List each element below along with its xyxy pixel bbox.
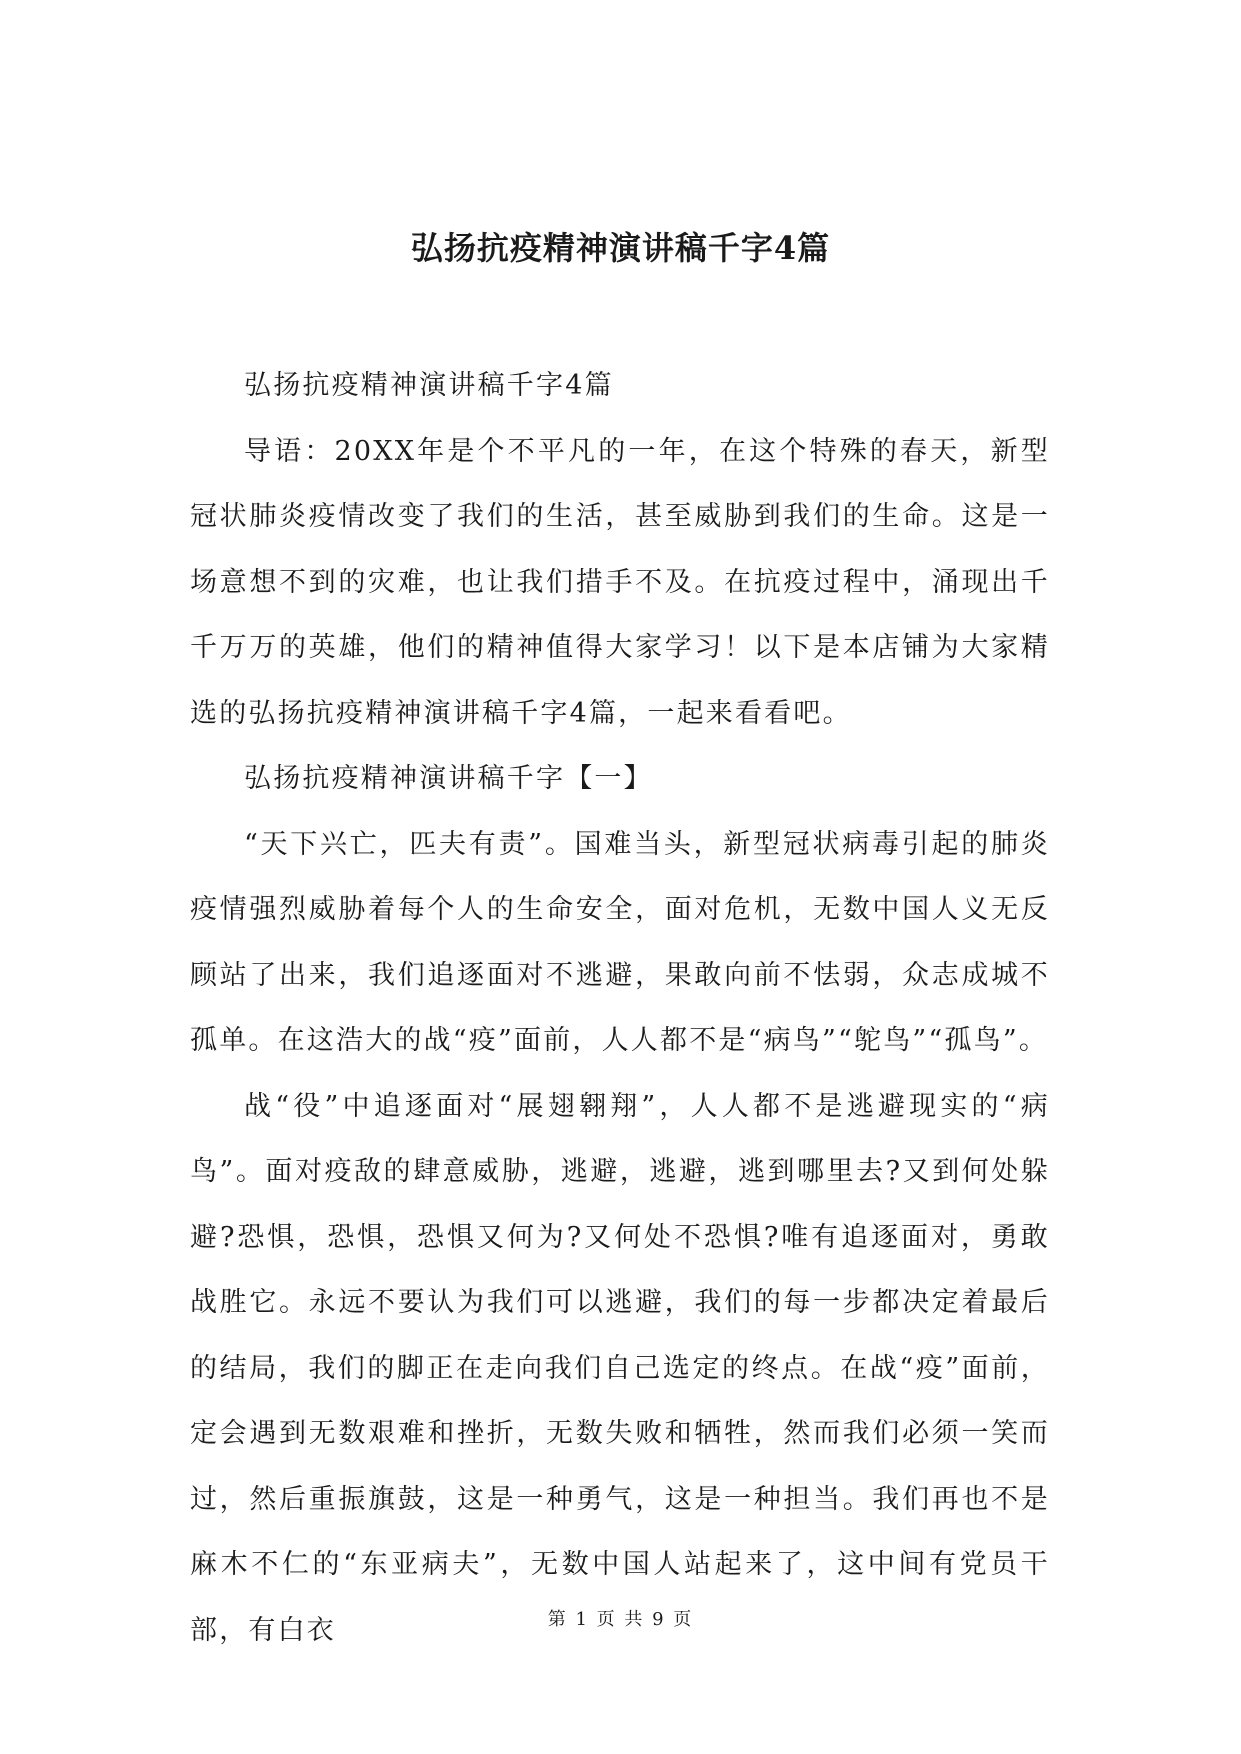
paragraph-body-2: 战“役”中追逐面对“展翅翱翔”，人人都不是逃避现实的“病鸟”。面对疫敌的肆意威胁，逃避，逃避，逃到哪里去?又到何处躲避?恐惧，恐惧，恐惧又何为?又何处不恐惧?唯有追逐面对，勇敢战胜它。永远不要认为我们可以逃避，我们的每一步都决定着最后的结局，我们的脚正在走向我们自己选定的终点。在战“疫”面前，定会遇到无数艰难和挫折，无数失败和牺牲，然而我们必须一笑而过，然后重振旗鼓，这是一种勇气，这是一种担当。我们再也不是麻木不仁的“东亚病夫”，无数中国人站起来了，这中间有党员干部，有白衣: [190, 1090, 1050, 1646]
section-heading-one: 弘扬抗疫精神演讲稿千字【一】: [244, 763, 653, 794]
document-title: 弘扬抗疫精神演讲稿千字4篇: [410, 229, 831, 267]
paragraph-subtitle: 弘扬抗疫精神演讲稿千字4篇: [244, 370, 614, 401]
paragraph-body-1: “天下兴亡，匹夫有责”。国难当头，新型冠状病毒引起的肺炎疫情强烈威胁着每个人的生命安全，面对危机，无数中国人义无反顾站了出来，我们追逐面对不逃避，果敢向前不怯弱，众志成城不孤单。在这浩大的战“疫”面前，人人都不是“病鸟”“鸵鸟”“孤鸟”。: [190, 828, 1050, 1056]
paragraph-intro: 导语：20XX年是个不平凡的一年，在这个特殊的春天，新型冠状肺炎疫情改变了我们的生活，甚至威胁到我们的生命。这是一场意想不到的灾难，也让我们措手不及。在抗疫过程中，涌现出千千万万的英雄，他们的精神值得大家学习！以下是本店铺为大家精选的弘扬抗疫精神演讲稿千字4篇，一起来看看吧。: [190, 435, 1050, 729]
page-footer: 第 1 页 共 9 页: [547, 1609, 694, 1630]
document-body: [190, 353, 1050, 1663]
